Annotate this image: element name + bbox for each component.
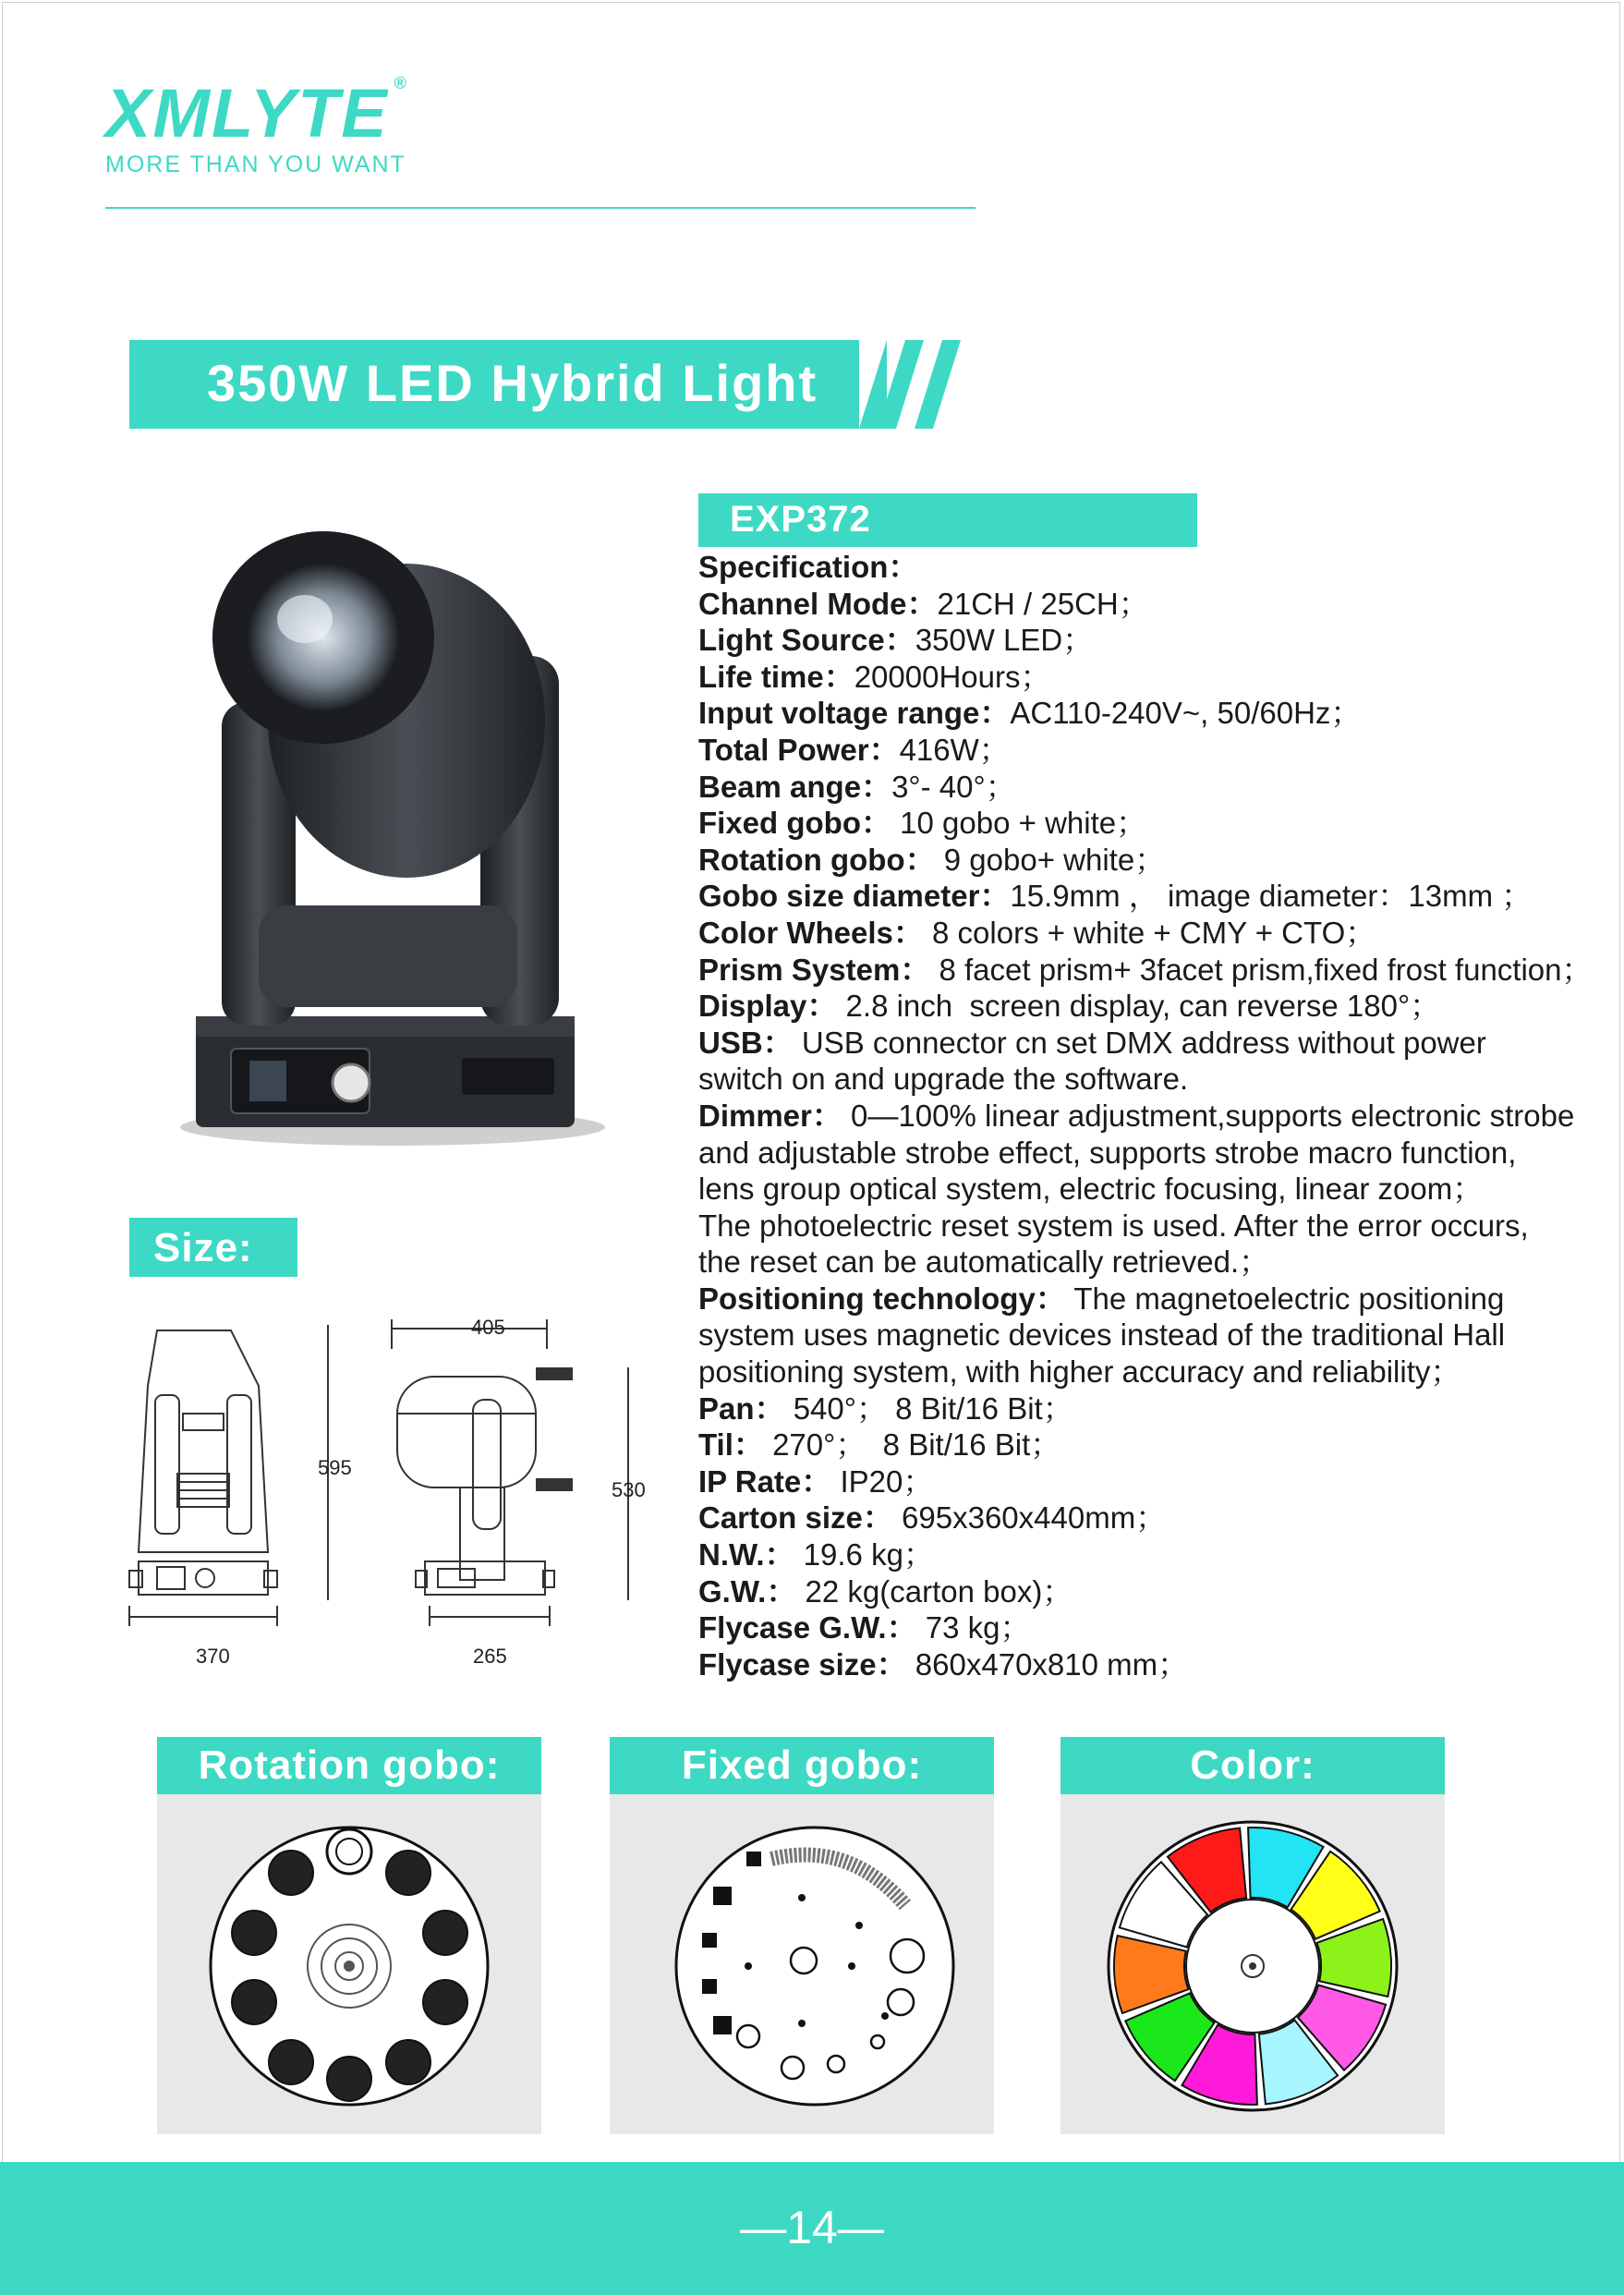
- model-bar: [698, 493, 1197, 547]
- spec-item: Positioning technology： The magnetoelectric positioning system uses magnetic devices instead of the traditional Hall positioning system, with higher accuracy and reliability；: [698, 1281, 1506, 1390]
- spec-item: Channel Mode：21CH / 25CH；: [698, 586, 1149, 621]
- size-heading-bar: [129, 1218, 297, 1277]
- fixed-gobo-wheel-icon: [610, 1794, 994, 2134]
- product-title-bar: [129, 340, 887, 429]
- title-slashes-icon: [859, 340, 998, 429]
- rotation-gobo-panel: [157, 1794, 541, 2134]
- fixed-gobo-heading: Fixed gobo:: [681, 1742, 923, 1788]
- registered-mark: ®: [394, 74, 408, 92]
- spec-item: Light Source：350W LED；: [698, 623, 1094, 658]
- front-height-dim: 595: [318, 1456, 352, 1479]
- color-panel: [1060, 1794, 1445, 2134]
- side-top-dim: 405: [471, 1316, 505, 1339]
- spec-item: Specification：: [698, 550, 919, 584]
- spec-item: USB： USB connector cn set DMX address without power switch on and upgrade the software.: [698, 1025, 1486, 1097]
- brand-logo: XMLYTE ®: [105, 74, 408, 152]
- spec-item: Pan： 540°； 8 Bit/16 Bit；: [698, 1390, 1073, 1426]
- spec-item: Rotation gobo： 9 gobo+ white；: [698, 842, 1166, 877]
- product-image: [176, 517, 610, 1155]
- spec-item: Carton size： 695x360x440mm；: [698, 1500, 1167, 1536]
- color-wheel-icon: [1060, 1794, 1445, 2134]
- spec-item: Dimmer： 0—100% linear adjustment,supports electronic strobe and adjustable strobe effect, supports strobe macro function, lens group optical system, electric focusing, linear zoom； The photoelectric reset system is used. After the error occurs, the reset can be automatically retrieved.；: [698, 1098, 1575, 1280]
- spec-item: Gobo size diameter：15.9mm ， image diameter：13mm ；: [698, 879, 1533, 914]
- spec-item: Prism System： 8 facet prism+ 3facet prism,fixed frost function；: [698, 952, 1593, 987]
- dimension-drawing: [120, 1312, 665, 1663]
- spec-item: Total Power：416W；: [698, 732, 1010, 767]
- page-footer: [0, 2162, 1624, 2295]
- spec-item: Til： 270°； 8 Bit/16 Bit；: [698, 1427, 1061, 1463]
- rotation-gobo-heading-bar: [157, 1737, 541, 1794]
- fixed-gobo-heading-bar: [610, 1737, 994, 1794]
- model-name: EXP372: [730, 499, 871, 540]
- spec-list: [698, 549, 1613, 1682]
- front-width-dim: 370: [196, 1645, 230, 1668]
- rotation-gobo-wheel-icon: [157, 1794, 541, 2134]
- spec-item: Fixed gobo： 10 gobo + white；: [698, 806, 1147, 841]
- page-number: —14—: [740, 2202, 884, 2253]
- size-heading: Size:: [153, 1225, 253, 1270]
- brand-tagline: MORE THAN YOU WANT: [105, 152, 406, 177]
- spec-item: Display： 2.8 inch screen display, can reverse 180°；: [698, 989, 1441, 1024]
- spec-item: Color Wheels： 8 colors + white + CMY + CTO；: [698, 915, 1376, 950]
- rotation-gobo-heading: Rotation gobo:: [198, 1742, 501, 1788]
- spec-item: G.W.： 22 kg(carton box)；: [698, 1573, 1073, 1609]
- spec-item: Flycase size： 860x470x810 mm；: [698, 1646, 1189, 1682]
- spec-item: Input voltage range：AC110-240V~, 50/60Hz；: [698, 696, 1362, 731]
- product-title: 350W LED Hybrid Light: [207, 354, 818, 412]
- spec-item: IP Rate： IP20；: [698, 1463, 934, 1499]
- spec-item: Flycase G.W.： 73 kg；: [698, 1610, 1031, 1645]
- side-bottom-dim: 265: [473, 1645, 507, 1668]
- color-heading: Color:: [1190, 1742, 1315, 1788]
- color-heading-bar: [1060, 1737, 1445, 1794]
- side-height-dim: 530: [612, 1478, 646, 1501]
- header-rule: [105, 207, 976, 209]
- spec-item: N.W.： 19.6 kg；: [698, 1537, 934, 1572]
- spec-item: Life time：20000Hours；: [698, 659, 1051, 694]
- fixed-gobo-panel: [610, 1794, 994, 2134]
- spec-item: Beam ange：3°- 40°；: [698, 769, 1016, 804]
